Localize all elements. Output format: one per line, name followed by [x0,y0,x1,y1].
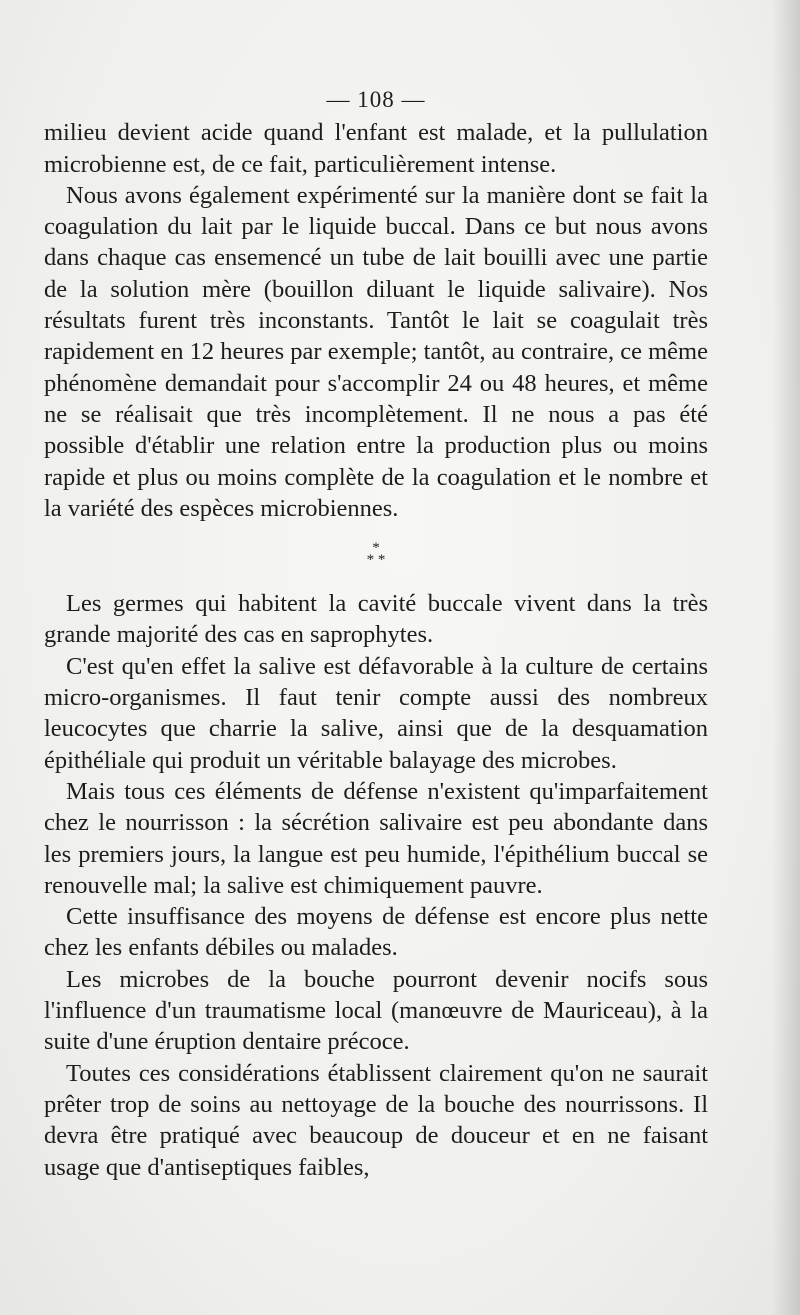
paragraph-saliva: C'est qu'en effet la salive est défavorable à la culture de certains micro-organismes. Il faut tenir compte aussi des nombreux leucocytes que charrie la salive, ainsi que de la desquamation épithéliale qui produit un véritable balayage des microbes. [44,652,708,774]
paragraph-continuation: milieu devient acide quand l'enfant est malade, et la pullulation microbienne est, de ce fait, particulièrement intense. [44,119,708,178]
paragraph-microbes: Les microbes de la bouche pourront devenir nocifs sous l'influence d'un traumatisme local (manœuvre de Mauriceau), à la suite d'une éruption dentaire précoce. [44,965,708,1056]
asterism-divider [44,542,708,568]
asterism-bottom: * * [366,552,386,569]
asterism-top: * [372,540,380,557]
paragraph-defense: Mais tous ces éléments de défense n'existent qu'imparfaitement chez le nourrisson : la sécrétion salivaire est peu abondante dans les premiers jours, la langue est peu humide, l'épithélium buccal se renouvelle mal; la salive est chimiquement pauvre. [44,777,708,899]
paragraph-considerations: Toutes ces considérations établissent clairement qu'on ne saurait prêter trop de soins au nettoyage de la bouche des nourrissons. Il devra être pratiqué avec beaucoup de douceur et en ne faisant usage que d'antiseptiques faibles, [44,1059,708,1181]
page-edge-shadow [772,0,800,1315]
paragraph-insufficiency: Cette insuffisance des moyens de défense est encore plus nette chez les enfants débiles ou malades. [44,903,708,962]
paragraph-germs: Les germes qui habitent la cavité buccale vivent dans la très grande majorité des cas en saprophytes. [44,590,708,649]
page-number: — 108 — [326,87,426,112]
paragraph-coagulation: Nous avons également expérimenté sur la manière dont se fait la coagulation du lait par le liquide buccal. Dans ce but nous avons dans chaque cas ensemencé un tube de lait bouilli avec une partie de la solution mère (bouillon diluant le liquide salivaire). Nos résultats furent très inconstants. Tantôt le lait se coagulait très rapidement en 12 heures par exemple; tantôt, au contraire, ce même phénomène demandait pour s'accomplir 24 ou 48 heures, et même ne se réalisait que très incomplètement. Il ne nous a pas été possible d'établir une relation entre la production plus ou moins rapide et plus ou moins complète de la coagulation et le nombre et la variété des espèces microbiennes. [44,181,708,522]
page-text [44,84,708,1183]
